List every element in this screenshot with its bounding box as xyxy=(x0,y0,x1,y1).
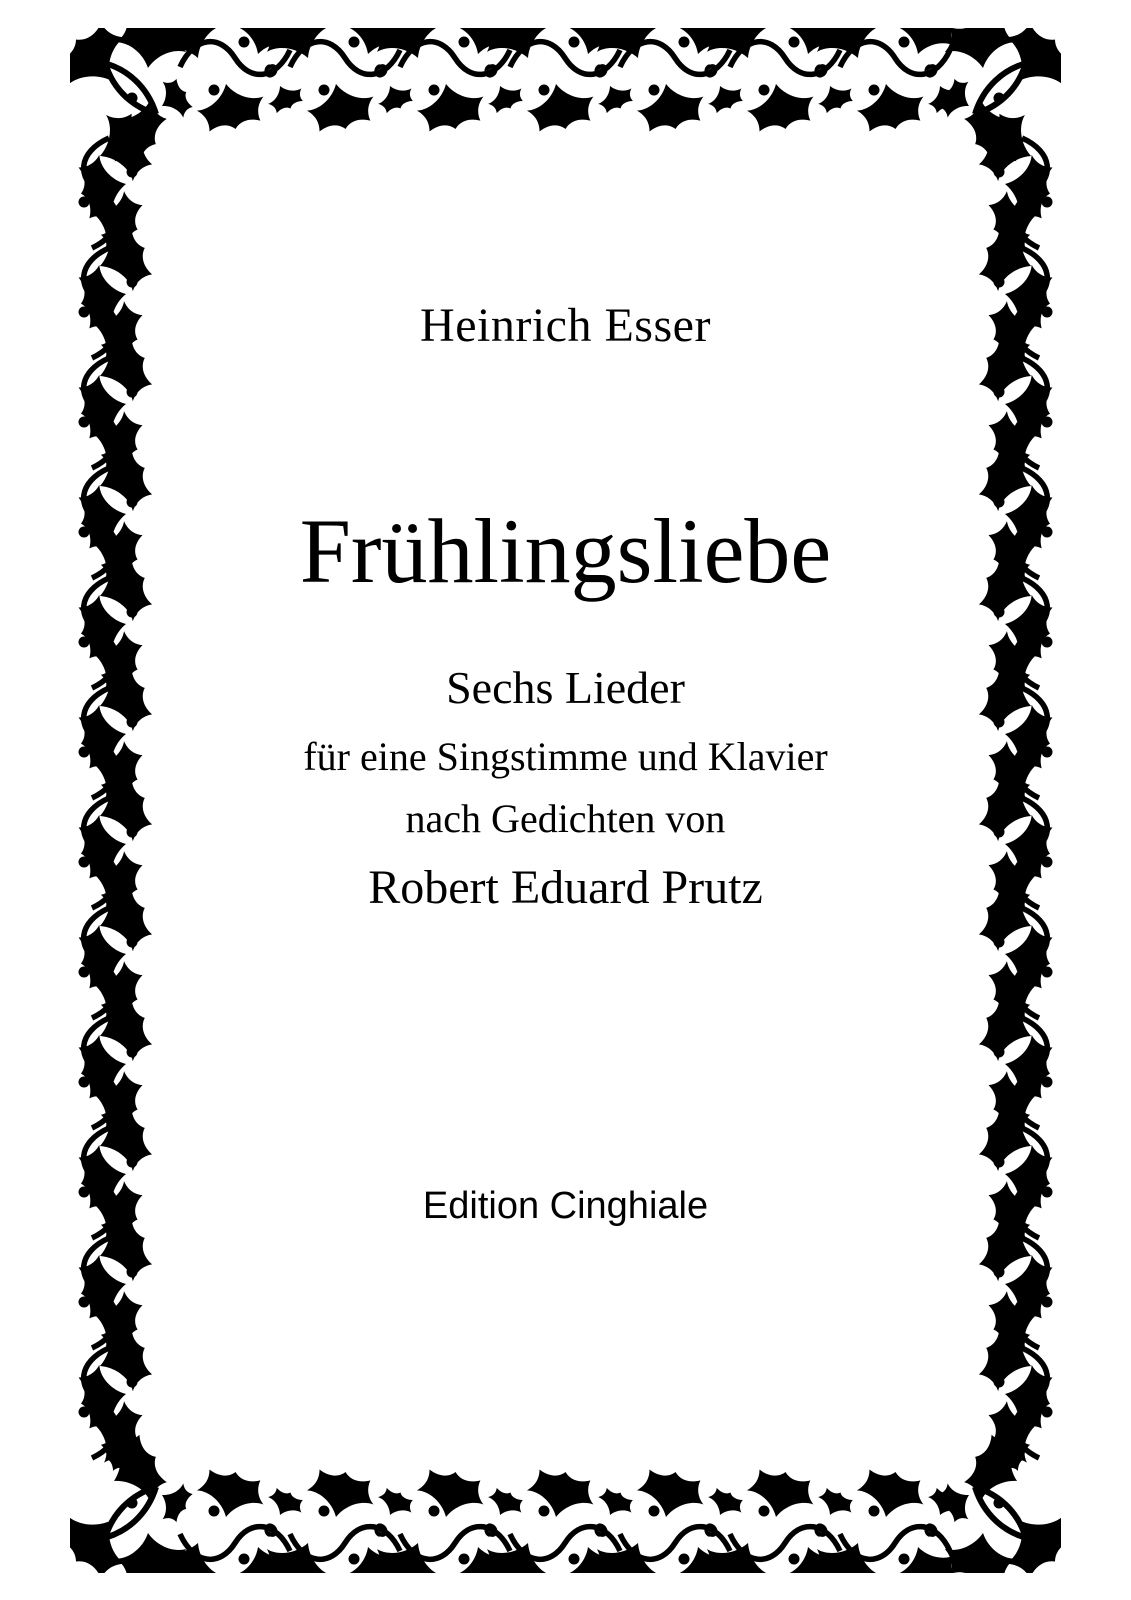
subtitle-collection: Sechs Lieder xyxy=(446,662,685,714)
page-title: Frühlingsliebe xyxy=(299,499,832,602)
publisher-name: Edition Cinghiale xyxy=(422,1185,709,1227)
subtitle-after-poems-by: nach Gedichten von xyxy=(405,795,726,841)
subtitle-instrumentation: für eine Singstimme und Klavier xyxy=(303,733,828,779)
title-block xyxy=(170,300,961,916)
composer-name: Heinrich Esser xyxy=(420,299,711,352)
poet-name: Robert Eduard Prutz xyxy=(368,860,763,914)
